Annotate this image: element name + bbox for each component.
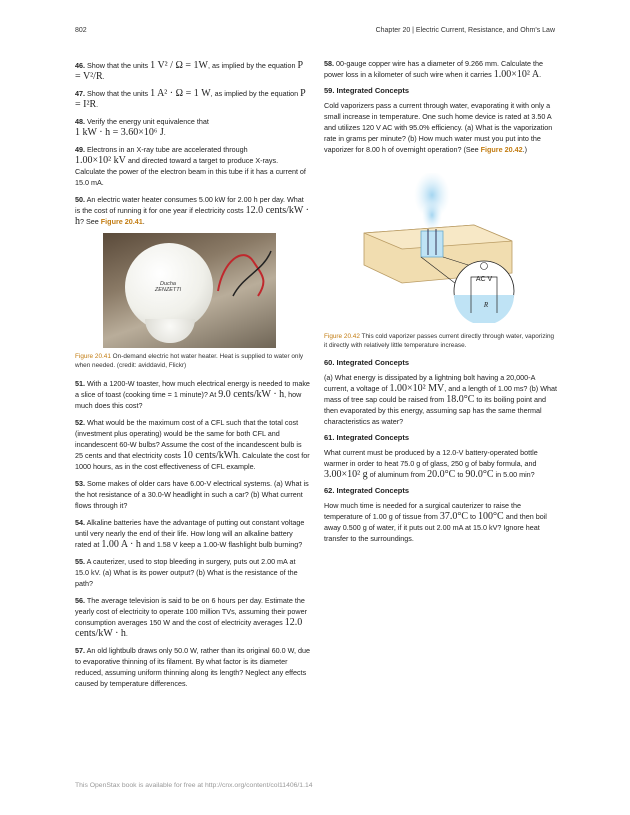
math-expression: 1.00×10² A (493, 69, 540, 80)
math-expression: 18.0°C (446, 394, 475, 405)
problem-text: and 1.58 V keep a 1.00-W flashlight bulb burning? (142, 540, 303, 549)
problem-number: 47. (75, 89, 85, 98)
math-expression: 1 A² · Ω = 1 W (150, 88, 211, 99)
problem-text: Verify the energy unit equivalence that (87, 117, 209, 126)
problem-48 (75, 116, 310, 138)
problem-text: in 5.00 min? (495, 470, 535, 479)
math-expression: 90.0°C (465, 469, 494, 480)
problem-59-heading: 59. Integrated Concepts (324, 86, 410, 95)
math-expression: 20.0°C (427, 469, 456, 480)
problem-text: . (163, 128, 166, 137)
zoom-water (454, 295, 514, 323)
math-expression: 37.0°C (439, 511, 469, 522)
problem-52 (75, 417, 310, 472)
problem-text: 00-gauge copper wire has a diameter of 9.266 mm. Calculate the power loss in a kilometer of such wire when it carries (324, 59, 543, 79)
problem-51 (75, 378, 310, 411)
problem-56 (75, 595, 310, 639)
problem-number: 49. (75, 145, 85, 154)
math-expression: 9.0 cents/kW · h (218, 389, 285, 400)
math-expression: 3.00×10² g (324, 469, 368, 480)
running-head: Chapter 20 | Electric Current, Resistance, and Ohm's Law (375, 27, 555, 34)
left-column (75, 60, 310, 695)
problem-text: What current must be produced by a 12.0-V battery-operated bottle warmer in order to heat 75.0 g of glass, 250 g of baby formula, and (324, 448, 538, 468)
caption-text: This cold vaporizer passes current directly through water, vaporizing it directly with relatively little temperature increase. (324, 333, 555, 349)
problem-text: Show that the units (87, 61, 149, 70)
problem-text: What would be the maximum cost of a CFL such that the total cost (investment plus operating) would be the same for both CFL and incandescent 60-W bulbs? Assume the cost of the incandescent bulb is 25 cents and that electricity costs (75, 418, 302, 460)
problem-62 (324, 500, 559, 544)
problem-text: to (457, 470, 464, 479)
problem-number: 58. (324, 59, 334, 68)
page-number: 802 (75, 27, 87, 34)
problem-text: ? See (80, 217, 99, 226)
math-expression: 1.00×10² kV (75, 155, 126, 166)
problem-text: The average television is said to be on 6 hours per day. Estimate the yearly cost of electricity to operate 100 million TVs, assuming their power consumption averages 150 W and the cost of electricity averages (75, 596, 307, 627)
figure-41-caption (75, 352, 310, 370)
problem-58 (324, 58, 559, 80)
resistor-label: R (483, 301, 489, 309)
problem-text: , as implied by the equation (207, 61, 296, 70)
problem-55 (75, 556, 310, 589)
math-expression: P = V²/R (75, 60, 303, 82)
problem-text: , and a length of 1.00 ms? (b) What mass of tree sap could be raised from (324, 384, 557, 404)
figure-label: Figure 20.42 (324, 333, 360, 340)
heater-shower-head (145, 319, 195, 343)
problem-number: 55. (75, 557, 85, 566)
problem-text: , how much does this cost? (75, 390, 302, 410)
problem-60 (324, 372, 559, 427)
vaporizer-diagram (324, 173, 559, 323)
heater-wire (213, 241, 273, 301)
problem-text: . Calculate the cost for 1000 hours, as in the cost effectiveness of CFL example. (75, 451, 310, 471)
problem-54 (75, 517, 310, 550)
problem-text: How much time is needed for a surgical cauterizer to raise the temperature of 1.00 g of tissue from (324, 501, 521, 521)
problem-number: 53. (75, 479, 85, 488)
problem-text: and then boil away 0.500 g of water, if it puts out 2.00 mA at 15.0 kV? Ignore heat transfer to the surroundings. (324, 512, 547, 543)
problem-47 (75, 88, 310, 110)
math-expression: 1 V² / Ω = 1W (150, 60, 208, 71)
problem-text: , as implied by the equation (210, 89, 299, 98)
problem-57 (75, 645, 310, 689)
problem-text: . (96, 100, 99, 109)
problem-62-heading: 62. Integrated Concepts (324, 486, 410, 495)
problem-text: Alkaline batteries have the advantage of putting out constant voltage until very nearly the end of their life. How long will an alkaline battery rated at (75, 518, 305, 549)
figure-link[interactable]: Figure 20.42 (480, 145, 523, 154)
problem-number: 51. (75, 379, 85, 388)
steam-cloud (422, 199, 442, 231)
problem-59 (324, 100, 559, 155)
math-expression: 1 kW · h = 3.60×10⁶ J (75, 127, 164, 138)
problem-number: 54. (75, 518, 85, 527)
problem-text: Cold vaporizers pass a current through water, evaporating it with only a small increase in temperature. One such home device is rated at 3.50 A and utilizes 120 V AC with 95.0% efficiency. (a) What is the vaporization rate in grams per minute? (b) How much water must you put into the vaporizer for 8.00 h of overnight operation? (See (324, 101, 553, 154)
problem-text: . (125, 629, 128, 638)
problem-text: An old lightbulb draws only 50.0 W, rather than its original 60.0 W, due to evaporative thinning of its filament. By what factor is its diameter reduced, assuming uniform thinning along its length? Neglect any effects caused by temperature differences. (75, 646, 310, 688)
ac-source-icon (481, 263, 488, 270)
math-expression: 12.0 cents/kW · h (75, 205, 310, 227)
water-heater-photo (103, 233, 276, 348)
problem-text: . (142, 217, 145, 226)
problem-text: (a) What energy is dissipated by a lightning bolt having a 20,000-A current, a voltage of (324, 373, 535, 393)
problem-61 (324, 447, 559, 480)
ac-source-label: AC V (475, 276, 493, 283)
problem-46 (75, 60, 310, 82)
problem-50 (75, 194, 310, 227)
problem-text: to (470, 512, 477, 521)
problem-text: of aluminum from (369, 470, 426, 479)
problem-text: to its boiling point and then evaporated by this energy, assuming sap has the same thermal characteristics as water? (324, 395, 546, 426)
problem-number: 57. (75, 646, 85, 655)
problem-number: 52. (75, 418, 85, 427)
problem-number: 50. (75, 195, 85, 204)
problem-text: . (102, 72, 105, 81)
figure-42-caption (324, 332, 559, 350)
figure-link[interactable]: Figure 20.41 (100, 217, 143, 226)
heater-logo: Ducha ZENZETTI (154, 281, 182, 293)
math-expression: 1.00×10² MV (389, 383, 445, 394)
problem-text: With a 1200-W toaster, how much electrical energy is needed to make a slice of toast (cooking time = 1 minute)? At (75, 379, 310, 399)
problem-53 (75, 478, 310, 511)
problem-text: . (539, 70, 542, 79)
math-expression: 100°C (478, 511, 504, 522)
water-chamber (421, 231, 443, 257)
figure-label: Figure 20.41 (75, 353, 111, 360)
problem-text: Electrons in an X-ray tube are accelerated through (87, 145, 248, 154)
math-expression: P = I²R (75, 88, 306, 110)
problem-number: 56. (75, 596, 85, 605)
problem-text: Show that the units (87, 89, 149, 98)
problem-60-heading: 60. Integrated Concepts (324, 358, 410, 367)
right-column (324, 58, 559, 550)
caption-text: On-demand electric hot water heater. Heat is supplied to water only when needed. (credit: aviddavid, Flickr) (75, 353, 304, 369)
problem-49 (75, 144, 310, 188)
problem-text: .) (522, 145, 527, 154)
problem-text: An electric water heater consumes 5.00 kW for 2.00 h per day. What is the cost of running it for one year if electricity costs (75, 195, 304, 215)
problem-61-heading: 61. Integrated Concepts (324, 433, 410, 442)
problem-number: 46. (75, 61, 85, 70)
problem-text: and directed toward a target to produce X-rays. Calculate the power of the electron beam in this tube if it has a current of 15.0 mA. (75, 156, 306, 187)
math-expression: 1.00 A · h (101, 539, 141, 550)
problem-text: Some makes of older cars have 6.00-V electrical systems. (a) What is the hot resistance of a 30.0-W headlight in such a car? (b) What current flows through it? (75, 479, 309, 510)
math-expression: 12.0 cents/kW · h (75, 617, 303, 639)
math-expression: 10 cents/kWh (182, 450, 239, 461)
footer-note: This OpenStax book is available for free at http://cnx.org/content/col11406/1.14 (75, 782, 313, 789)
problem-number: 48. (75, 117, 85, 126)
problem-text: A cauterizer, used to stop bleeding in surgery, puts out 2.00 mA at 15.0 kV. (a) What is its power output? (b) What is the resistance of the path? (75, 557, 298, 588)
